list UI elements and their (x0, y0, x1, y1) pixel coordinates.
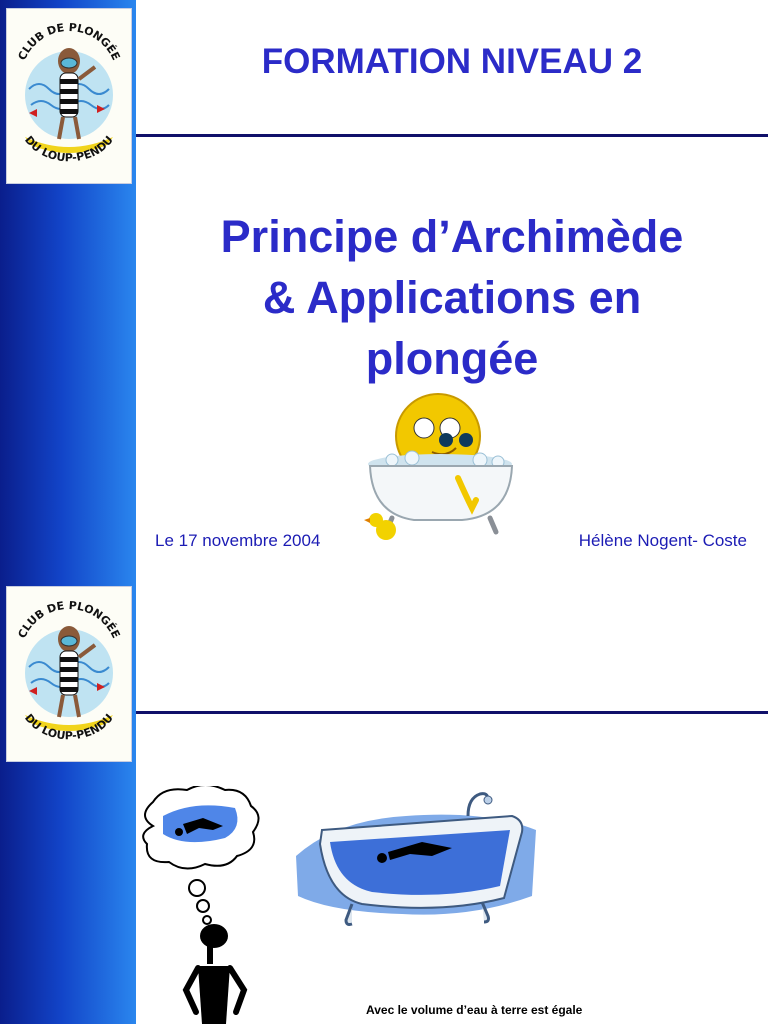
header-rule (136, 711, 768, 714)
logo-text-bottom: DU LOUP-PENDU (22, 133, 116, 165)
logo-text-top: CLUB DE PLONGÉE (15, 598, 123, 641)
thought-bubble-icon (133, 786, 263, 928)
slide-header: FORMATION NIVEAU 2 (261, 42, 643, 81)
slide-title (136, 206, 768, 389)
stick-figure-icon (180, 924, 254, 1024)
header-rule (136, 134, 768, 137)
presentation-author: Hélène Nogent- Coste (578, 531, 747, 550)
logo-text-top: CLUB DE PLONGÉE (15, 20, 123, 63)
title-line-2: & Applications en (262, 272, 642, 323)
title-line-1: Principe d’Archimède (220, 211, 684, 262)
title-line-3: plongée (365, 333, 539, 384)
club-logo (6, 586, 132, 762)
bathtub-icon (292, 786, 538, 942)
presentation-date: Le 17 novembre 2004 (155, 531, 321, 550)
logo-text-bottom: DU LOUP-PENDU (22, 711, 116, 743)
smiley-bathtub-icon (362, 392, 526, 542)
slide-caption: Avec le volume d’eau à terre est égale (366, 1003, 583, 1017)
club-logo (6, 8, 132, 184)
slide-2 (0, 576, 768, 1024)
